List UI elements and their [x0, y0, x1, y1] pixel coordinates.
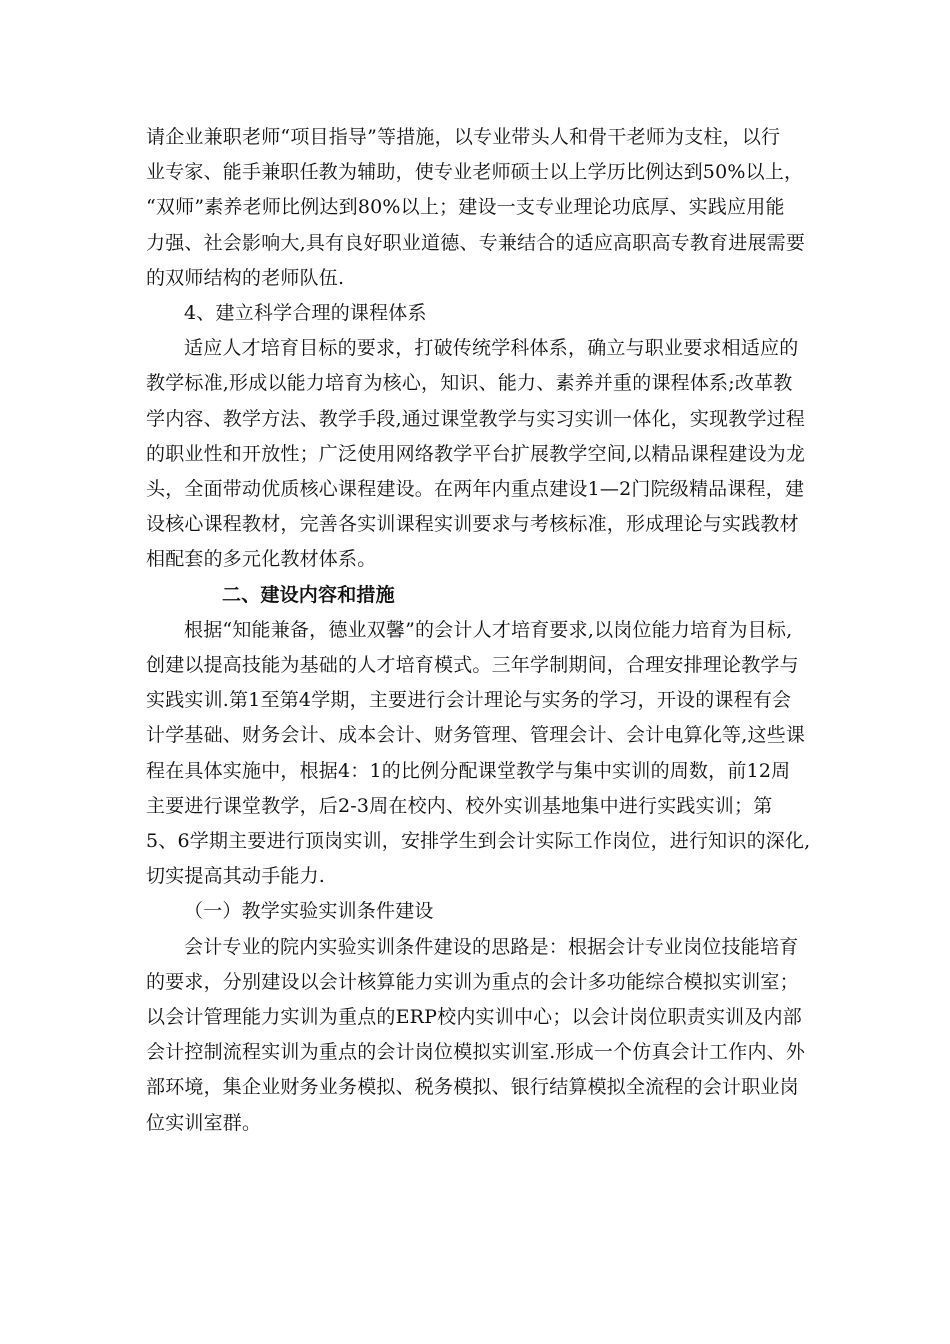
- text-line: 相配套的多元化教材体系。: [146, 548, 377, 570]
- text-line: 的要求，分别建设以会计核算能力实训为重点的会计多功能综合模拟实训室；: [146, 971, 799, 993]
- text-line: 力强、社会影响大,具有良好职业道德、专兼结合的适应高职高专教育进展需要: [146, 232, 806, 254]
- text-line: 创建以提高技能为基础的人才培育模式。三年学制期间，合理安排理论教学与: [146, 654, 799, 676]
- text-line: 会计控制流程实训为重点的会计岗位模拟实训室.形成一个仿真会计工作内、外: [146, 1041, 806, 1063]
- text-line: 切实提高其动手能力.: [146, 865, 326, 887]
- text-line: 请企业兼职老师“项目指导”等措施，以专业带头人和骨干老师为支柱，以行: [146, 126, 781, 148]
- text-line: 学内容、教学方法、教学手段,通过课堂教学与实习实训一体化，实现教学过程: [146, 408, 806, 430]
- text-line: 计学基础、财务会计、成本会计、财务管理、管理会计、会计电算化等,这些课: [146, 724, 806, 746]
- text-line: （一）教学实验实训条件建设: [184, 900, 434, 922]
- text-line: 根据“知能兼备，德业双馨”的会计人才培育要求,以岗位能力培育为目标,: [184, 619, 793, 641]
- text-line: 程在具体实施中，根据4：1的比例分配课堂教学与集中实训的周数，前12周: [146, 760, 791, 782]
- text-line: 头，全面带动优质核心课程建设。在两年内重点建设1—2门院级精品课程，建: [146, 478, 805, 500]
- text-line: 的双师结构的老师队伍.: [146, 267, 345, 289]
- text-line: 业专家、能手兼职任教为辅助，使专业老师硕士以上学历比例达到50%以上，: [146, 161, 804, 183]
- text-line: 位实训室群。: [146, 1112, 262, 1134]
- text-line: 部环境，集企业财务业务模拟、税务模拟、银行结算模拟全流程的会计职业岗: [146, 1076, 799, 1098]
- text-line: 教学标准,形成以能力培育为核心，知识、能力、素养并重的课程体系;改革教: [146, 372, 793, 394]
- text-line: 的职业性和开放性；广泛使用网络教学平台扩展教学空间,以精品课程建设为龙: [146, 443, 806, 465]
- section-heading: 二、建设内容和措施: [222, 584, 395, 606]
- text-line: 适应人才培育目标的要求，打破传统学科体系，确立与职业要求相适应的: [184, 337, 799, 359]
- text-line: 设核心课程教材，完善各实训课程实训要求与考核标准，形成理论与实践教材: [146, 513, 799, 535]
- text-line: 以会计管理能力实训为重点的ERP校内实训中心；以会计岗位职责实训及内部: [146, 1006, 802, 1028]
- text-line: 主要进行课堂教学，后2-3周在校内、校外实训基地集中进行实践实训；第: [146, 795, 773, 817]
- text-line: 实践实训.第1至第4学期，主要进行会计理论与实务的学习，开设的课程有会: [146, 689, 792, 711]
- text-line: 会计专业的院内实验实训条件建设的思路是：根据会计专业岗位技能培育: [184, 936, 799, 958]
- text-line: “双师”素养老师比例达到80%以上；建设一支专业理论功底厚、实践应用能: [146, 196, 785, 218]
- text-line: 5、6学期主要进行顶岗实训，安排学生到会计实际工作岗位，进行知识的深化,: [146, 830, 811, 852]
- text-line: 4、建立科学合理的课程体系: [184, 302, 427, 324]
